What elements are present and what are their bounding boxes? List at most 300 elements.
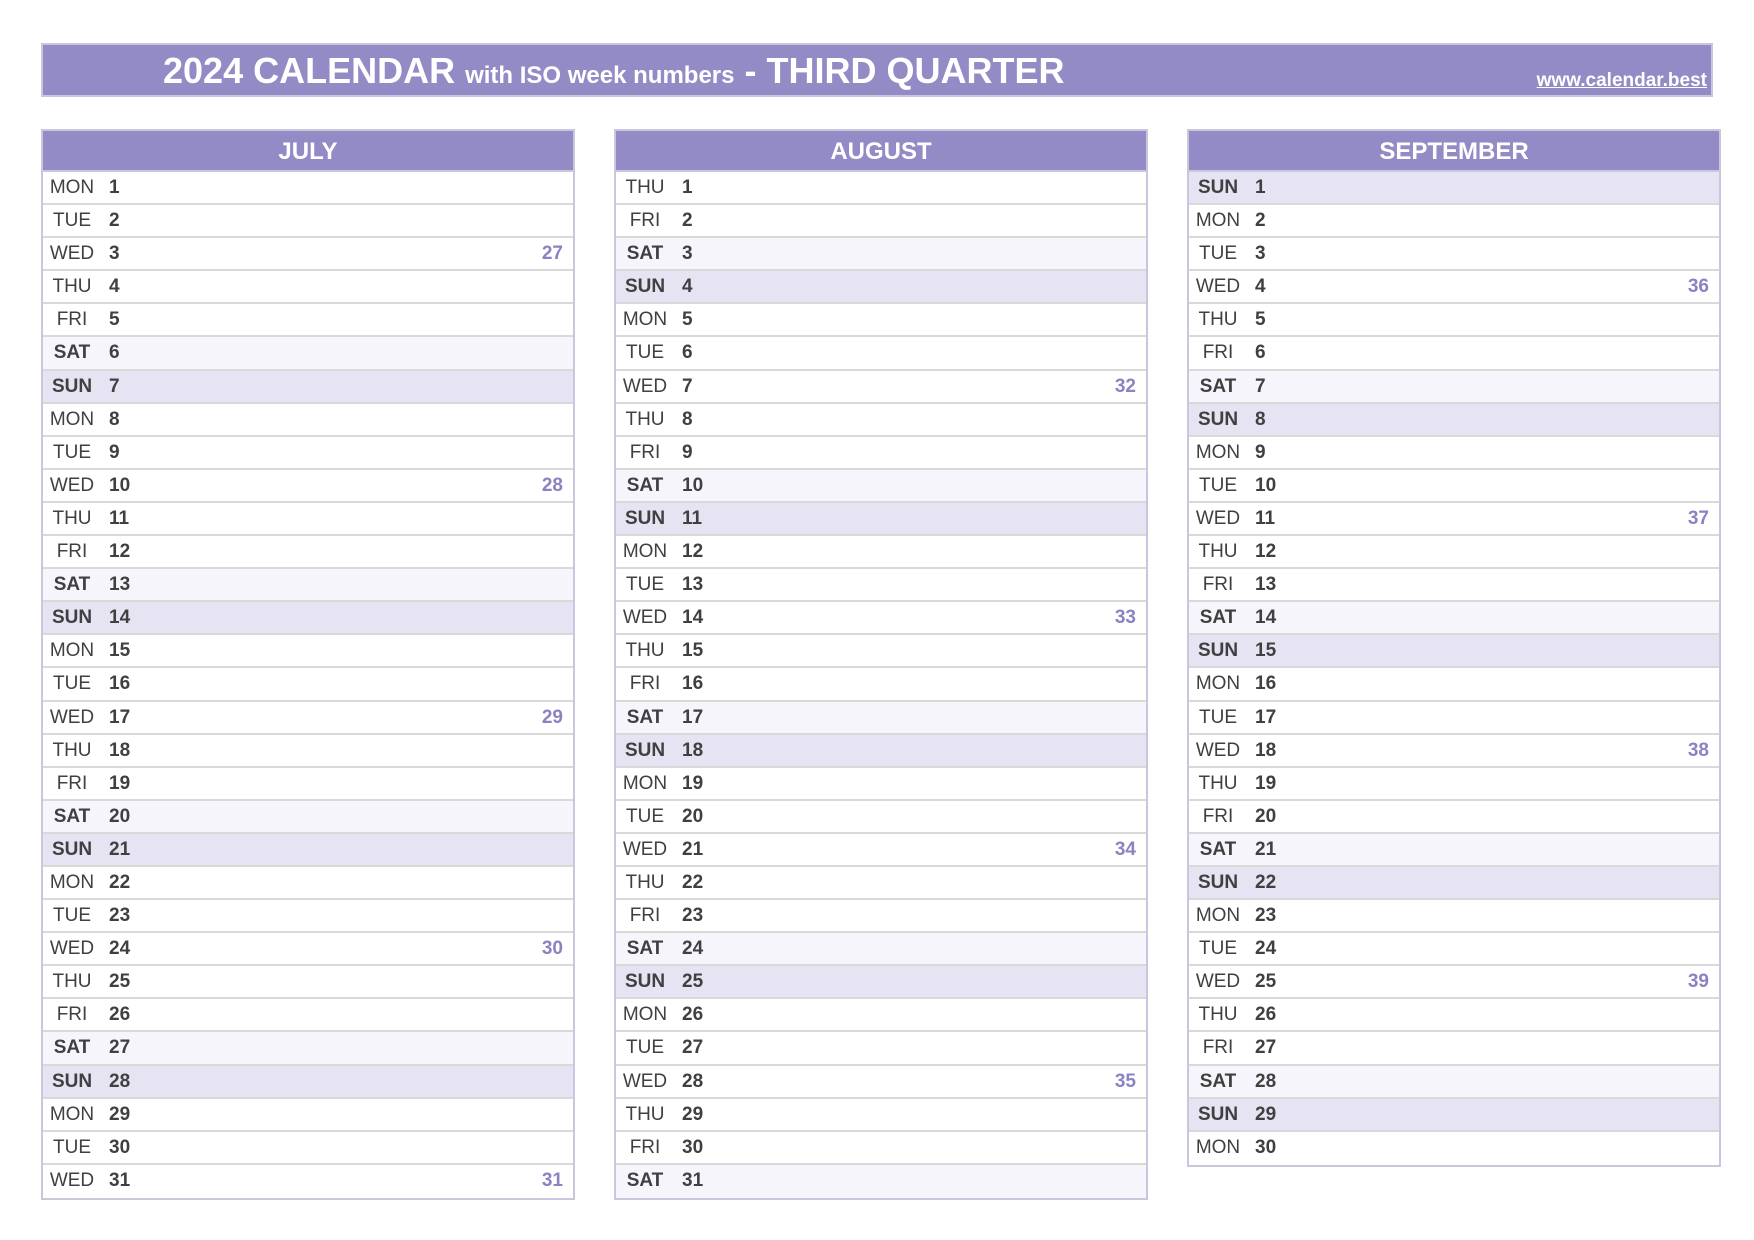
- weekday-label: FRI: [629, 905, 661, 927]
- weekday-label: TUE: [626, 1037, 664, 1059]
- weekday-label: TUE: [53, 441, 91, 463]
- day-number: 23: [109, 905, 131, 927]
- iso-week-number: 33: [1114, 607, 1136, 629]
- weekday-label: FRI: [1202, 574, 1234, 596]
- day-row: [616, 999, 1146, 1032]
- day-number: 14: [109, 607, 131, 629]
- weekday-label: WED: [49, 474, 95, 496]
- iso-week-number: 37: [1687, 507, 1709, 529]
- day-number: 19: [682, 772, 704, 794]
- day-row: [616, 1132, 1146, 1165]
- day-number: 3: [109, 243, 120, 265]
- day-row: [1189, 1032, 1719, 1065]
- weekday-label: SUN: [1197, 871, 1239, 893]
- day-row: [1189, 371, 1719, 404]
- day-row: [43, 271, 573, 304]
- year-title: 2024 CALENDAR: [163, 50, 456, 91]
- title-bar: [41, 43, 1713, 97]
- weekday-label: SUN: [51, 838, 93, 860]
- day-row: [616, 801, 1146, 834]
- day-number: 3: [1255, 243, 1266, 265]
- day-number: 2: [109, 210, 120, 232]
- day-number: 31: [682, 1169, 704, 1191]
- weekday-label: MON: [49, 177, 95, 198]
- weekday-label: WED: [622, 607, 668, 629]
- day-row: [43, 735, 573, 768]
- day-row: [1189, 602, 1719, 635]
- day-row: [1189, 933, 1719, 966]
- page-title: [163, 49, 1064, 93]
- day-row: [43, 834, 573, 867]
- day-row: [43, 172, 573, 205]
- weekday-label: MON: [622, 309, 668, 331]
- day-row: [43, 867, 573, 900]
- weekday-label: SUN: [51, 375, 93, 397]
- day-number: 13: [109, 574, 131, 596]
- iso-week-number: 36: [1687, 276, 1709, 298]
- day-row: [43, 569, 573, 602]
- day-number: 21: [1255, 838, 1277, 860]
- day-number: 16: [682, 673, 704, 695]
- day-row: [43, 1032, 573, 1065]
- day-row: [616, 768, 1146, 801]
- day-row: [1189, 238, 1719, 271]
- weekday-label: SAT: [626, 1169, 664, 1191]
- day-number: 3: [682, 243, 693, 265]
- day-row: [616, 304, 1146, 337]
- day-number: 9: [1255, 441, 1266, 463]
- weekday-label: SAT: [626, 474, 664, 496]
- day-row: [43, 966, 573, 999]
- day-number: 25: [109, 971, 131, 993]
- day-number: 26: [682, 1004, 704, 1026]
- day-row: [43, 337, 573, 370]
- weekday-label: WED: [49, 1169, 95, 1191]
- weekday-label: SAT: [626, 938, 664, 960]
- weekday-label: THU: [625, 177, 665, 198]
- weekday-label: MON: [49, 871, 95, 893]
- day-number: 16: [109, 673, 131, 695]
- site-link[interactable]: www.calendar.best: [1536, 70, 1707, 91]
- day-number: 5: [109, 309, 120, 331]
- day-row: [616, 404, 1146, 437]
- day-number: 7: [682, 375, 693, 397]
- weekday-label: SAT: [1199, 375, 1237, 397]
- weekday-label: SUN: [1197, 408, 1239, 430]
- day-row: [1189, 999, 1719, 1032]
- weekday-label: FRI: [56, 541, 88, 563]
- iso-week-number: 39: [1687, 971, 1709, 993]
- day-row: [1189, 337, 1719, 370]
- weekday-label: THU: [625, 408, 665, 430]
- month-header: AUGUST: [616, 131, 1146, 172]
- weekday-label: TUE: [1199, 243, 1237, 265]
- weekday-label: MON: [1195, 905, 1241, 927]
- day-row: [616, 900, 1146, 933]
- day-row: [1189, 470, 1719, 503]
- day-row: [43, 768, 573, 801]
- quarter-title: - THIRD QUARTER: [744, 50, 1065, 91]
- day-row: [616, 536, 1146, 569]
- day-row: [1189, 1099, 1719, 1132]
- day-number: 12: [109, 541, 131, 563]
- day-list: [616, 172, 1146, 1198]
- day-number: 27: [682, 1037, 704, 1059]
- weekday-label: TUE: [53, 210, 91, 232]
- day-number: 11: [682, 507, 703, 529]
- day-number: 19: [109, 772, 131, 794]
- iso-week-number: 35: [1114, 1070, 1136, 1092]
- weekday-label: TUE: [626, 342, 664, 364]
- day-row: [43, 602, 573, 635]
- weekday-label: TUE: [626, 574, 664, 596]
- day-row: [1189, 503, 1719, 536]
- weekday-label: THU: [625, 871, 665, 893]
- day-number: 23: [682, 905, 704, 927]
- day-row: [1189, 1132, 1719, 1165]
- day-row: [43, 1165, 573, 1198]
- day-number: 4: [109, 276, 120, 298]
- month-july: [41, 129, 575, 1200]
- day-row: [1189, 966, 1719, 999]
- weekday-label: FRI: [56, 772, 88, 794]
- day-number: 9: [682, 441, 693, 463]
- weekday-label: MON: [49, 408, 95, 430]
- day-number: 6: [682, 342, 693, 364]
- day-number: 8: [109, 408, 120, 430]
- weekday-label: SUN: [624, 971, 666, 993]
- day-number: 10: [109, 474, 131, 496]
- day-number: 2: [682, 210, 693, 232]
- day-number: 14: [682, 607, 704, 629]
- day-row: [1189, 635, 1719, 668]
- weekday-label: MON: [622, 541, 668, 563]
- weekday-label: SUN: [624, 276, 666, 298]
- weekday-label: THU: [625, 1103, 665, 1125]
- day-number: 16: [1255, 673, 1277, 695]
- day-number: 22: [109, 871, 131, 893]
- day-list: [1189, 172, 1719, 1165]
- day-number: 23: [1255, 905, 1277, 927]
- weekday-label: SUN: [624, 507, 666, 529]
- day-number: 25: [1255, 971, 1277, 993]
- weekday-label: FRI: [629, 1136, 661, 1158]
- day-row: [43, 1099, 573, 1132]
- day-row: [43, 536, 573, 569]
- weekday-label: THU: [625, 640, 665, 662]
- weekday-label: THU: [1198, 541, 1238, 563]
- day-number: 1: [109, 177, 120, 198]
- weekday-label: FRI: [56, 1004, 88, 1026]
- weekday-label: SUN: [1197, 640, 1239, 662]
- iso-week-number: 32: [1114, 375, 1136, 397]
- weekday-label: TUE: [1199, 706, 1237, 728]
- day-number: 24: [109, 938, 131, 960]
- weekday-label: FRI: [56, 309, 88, 331]
- day-row: [43, 702, 573, 735]
- day-number: 19: [1255, 772, 1277, 794]
- weekday-label: SUN: [51, 1070, 93, 1092]
- day-row: [43, 470, 573, 503]
- weekday-label: TUE: [53, 1136, 91, 1158]
- day-row: [616, 371, 1146, 404]
- day-row: [43, 999, 573, 1032]
- weekday-label: SAT: [1199, 838, 1237, 860]
- day-number: 5: [682, 309, 693, 331]
- day-number: 28: [1255, 1070, 1277, 1092]
- weekday-label: FRI: [1202, 342, 1234, 364]
- weekday-label: SAT: [53, 1037, 91, 1059]
- weekday-label: WED: [49, 938, 95, 960]
- weekday-label: SUN: [51, 607, 93, 629]
- day-row: [616, 834, 1146, 867]
- day-number: 22: [682, 871, 704, 893]
- day-row: [616, 668, 1146, 701]
- day-row: [616, 1032, 1146, 1065]
- day-row: [1189, 271, 1719, 304]
- day-row: [616, 271, 1146, 304]
- weekday-label: WED: [1195, 739, 1241, 761]
- weekday-label: WED: [622, 1070, 668, 1092]
- day-number: 4: [682, 276, 693, 298]
- day-number: 28: [109, 1070, 131, 1092]
- weekday-label: TUE: [626, 805, 664, 827]
- day-number: 15: [1255, 640, 1277, 662]
- day-number: 26: [109, 1004, 131, 1026]
- day-row: [1189, 735, 1719, 768]
- day-number: 13: [1255, 574, 1277, 596]
- weekday-label: TUE: [1199, 938, 1237, 960]
- day-number: 15: [109, 640, 131, 662]
- day-number: 18: [109, 739, 131, 761]
- weekday-label: THU: [52, 276, 92, 298]
- month-header: JULY: [43, 131, 573, 172]
- day-number: 17: [109, 706, 131, 728]
- day-row: [1189, 205, 1719, 238]
- day-row: [43, 304, 573, 337]
- weekday-label: SUN: [1197, 177, 1239, 198]
- iso-week-number: 34: [1114, 838, 1136, 860]
- day-number: 7: [109, 375, 120, 397]
- weekday-label: WED: [622, 375, 668, 397]
- weekday-label: SUN: [1197, 1103, 1239, 1125]
- month-header: SEPTEMBER: [1189, 131, 1719, 172]
- weekday-label: SAT: [1199, 1070, 1237, 1092]
- day-row: [616, 569, 1146, 602]
- day-row: [43, 900, 573, 933]
- day-row: [616, 238, 1146, 271]
- day-number: 17: [1255, 706, 1277, 728]
- day-row: [43, 205, 573, 238]
- day-row: [43, 404, 573, 437]
- day-number: 28: [682, 1070, 704, 1092]
- day-number: 30: [109, 1136, 131, 1158]
- day-number: 11: [1255, 507, 1276, 529]
- day-number: 10: [1255, 474, 1277, 496]
- day-number: 24: [1255, 938, 1277, 960]
- day-number: 12: [1255, 541, 1277, 563]
- day-row: [43, 1066, 573, 1099]
- day-row: [43, 371, 573, 404]
- day-number: 21: [682, 838, 704, 860]
- day-row: [1189, 900, 1719, 933]
- weekday-label: WED: [1195, 507, 1241, 529]
- weekday-label: TUE: [53, 673, 91, 695]
- day-row: [616, 503, 1146, 536]
- weekday-label: MON: [1195, 673, 1241, 695]
- day-row: [616, 735, 1146, 768]
- day-row: [43, 503, 573, 536]
- day-number: 11: [109, 507, 130, 529]
- weekday-label: SAT: [53, 342, 91, 364]
- day-number: 20: [1255, 805, 1277, 827]
- day-row: [616, 602, 1146, 635]
- day-row: [616, 635, 1146, 668]
- weekday-label: SAT: [626, 706, 664, 728]
- day-row: [616, 437, 1146, 470]
- subtitle: with ISO week numbers: [465, 62, 735, 89]
- weekday-label: MON: [49, 1103, 95, 1125]
- day-number: 13: [682, 574, 704, 596]
- day-row: [616, 337, 1146, 370]
- weekday-label: MON: [622, 772, 668, 794]
- day-number: 9: [109, 441, 120, 463]
- day-row: [1189, 867, 1719, 900]
- day-number: 17: [682, 706, 704, 728]
- weekday-label: THU: [52, 507, 92, 529]
- day-row: [1189, 1066, 1719, 1099]
- day-row: [616, 1066, 1146, 1099]
- day-number: 31: [109, 1169, 131, 1191]
- weekday-label: WED: [49, 706, 95, 728]
- weekday-label: FRI: [1202, 805, 1234, 827]
- day-number: 22: [1255, 871, 1277, 893]
- weekday-label: FRI: [629, 441, 661, 463]
- day-number: 18: [682, 739, 704, 761]
- day-row: [43, 437, 573, 470]
- day-row: [1189, 768, 1719, 801]
- day-row: [1189, 304, 1719, 337]
- day-row: [616, 867, 1146, 900]
- day-row: [43, 238, 573, 271]
- day-row: [43, 1132, 573, 1165]
- weekday-label: THU: [52, 971, 92, 993]
- day-list: [43, 172, 573, 1198]
- weekday-label: MON: [1195, 210, 1241, 232]
- day-number: 24: [682, 938, 704, 960]
- month-august: [614, 129, 1148, 1200]
- day-number: 6: [109, 342, 120, 364]
- day-number: 1: [1255, 177, 1266, 198]
- day-row: [616, 966, 1146, 999]
- weekday-label: THU: [1198, 1004, 1238, 1026]
- day-number: 30: [1255, 1136, 1277, 1158]
- day-number: 14: [1255, 607, 1277, 629]
- day-row: [1189, 834, 1719, 867]
- day-row: [1189, 536, 1719, 569]
- day-row: [1189, 801, 1719, 834]
- day-row: [43, 933, 573, 966]
- weekday-label: MON: [49, 640, 95, 662]
- iso-week-number: 28: [541, 474, 563, 496]
- day-number: 27: [1255, 1037, 1277, 1059]
- day-number: 6: [1255, 342, 1266, 364]
- day-row: [616, 470, 1146, 503]
- day-number: 2: [1255, 210, 1266, 232]
- day-row: [616, 702, 1146, 735]
- day-number: 5: [1255, 309, 1266, 331]
- weekday-label: THU: [1198, 309, 1238, 331]
- weekday-label: THU: [1198, 772, 1238, 794]
- day-row: [616, 172, 1146, 205]
- month-september: [1187, 129, 1721, 1167]
- day-row: [1189, 404, 1719, 437]
- iso-week-number: 30: [541, 938, 563, 960]
- weekday-label: FRI: [1202, 1037, 1234, 1059]
- weekday-label: SAT: [1199, 607, 1237, 629]
- weekday-label: WED: [622, 838, 668, 860]
- day-row: [1189, 668, 1719, 701]
- weekday-label: SAT: [53, 574, 91, 596]
- day-row: [1189, 702, 1719, 735]
- day-number: 29: [109, 1103, 131, 1125]
- day-row: [1189, 437, 1719, 470]
- day-number: 12: [682, 541, 704, 563]
- iso-week-number: 27: [541, 243, 563, 265]
- day-number: 10: [682, 474, 704, 496]
- weekday-label: SAT: [626, 243, 664, 265]
- weekday-label: MON: [622, 1004, 668, 1026]
- day-number: 8: [1255, 408, 1266, 430]
- day-number: 8: [682, 408, 693, 430]
- weekday-label: TUE: [1199, 474, 1237, 496]
- weekday-label: SUN: [624, 739, 666, 761]
- weekday-label: FRI: [629, 673, 661, 695]
- day-number: 27: [109, 1037, 131, 1059]
- weekday-label: WED: [1195, 276, 1241, 298]
- weekday-label: FRI: [629, 210, 661, 232]
- day-number: 30: [682, 1136, 704, 1158]
- day-number: 18: [1255, 739, 1277, 761]
- day-number: 1: [682, 177, 693, 198]
- day-row: [43, 668, 573, 701]
- iso-week-number: 29: [541, 706, 563, 728]
- day-row: [1189, 569, 1719, 602]
- weekday-label: SAT: [53, 805, 91, 827]
- day-number: 29: [1255, 1103, 1277, 1125]
- weekday-label: MON: [1195, 441, 1241, 463]
- day-row: [616, 205, 1146, 238]
- day-number: 21: [109, 838, 131, 860]
- day-row: [616, 1165, 1146, 1198]
- weekday-label: THU: [52, 739, 92, 761]
- day-row: [616, 933, 1146, 966]
- day-number: 4: [1255, 276, 1266, 298]
- day-row: [1189, 172, 1719, 205]
- day-number: 15: [682, 640, 704, 662]
- weekday-label: MON: [1195, 1136, 1241, 1158]
- day-row: [43, 635, 573, 668]
- day-number: 7: [1255, 375, 1266, 397]
- weekday-label: WED: [49, 243, 95, 265]
- day-number: 29: [682, 1103, 704, 1125]
- day-number: 26: [1255, 1004, 1277, 1026]
- day-number: 25: [682, 971, 704, 993]
- day-row: [616, 1099, 1146, 1132]
- weekday-label: WED: [1195, 971, 1241, 993]
- iso-week-number: 38: [1687, 739, 1709, 761]
- weekday-label: TUE: [53, 905, 91, 927]
